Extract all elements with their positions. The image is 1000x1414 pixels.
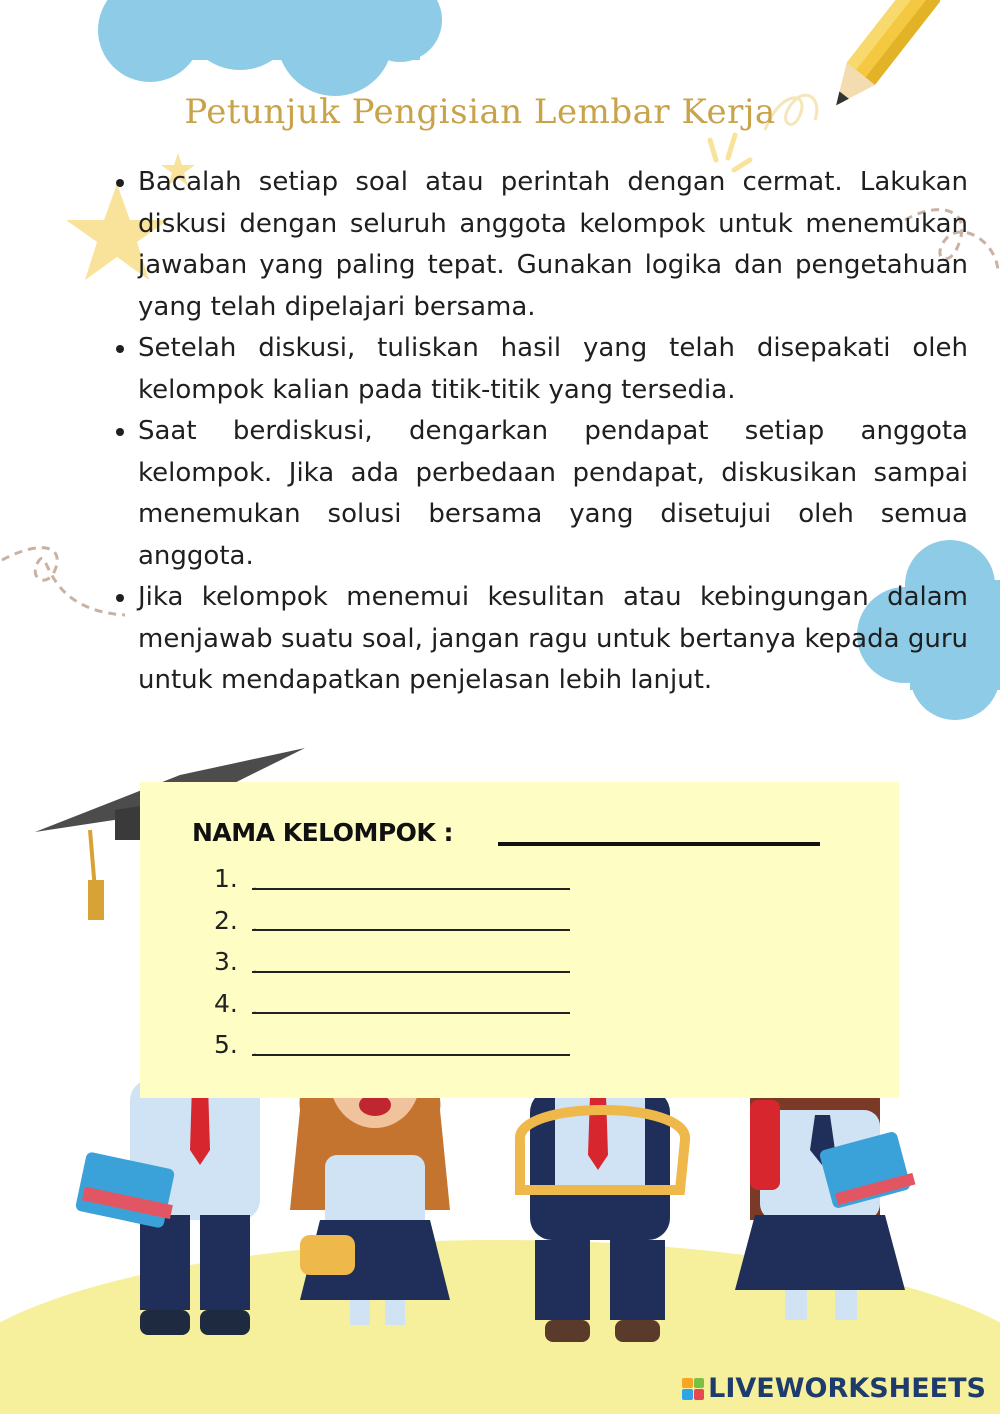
liveworksheets-logo	[682, 1373, 986, 1404]
brand-name: LIVEWORKSHEETS	[708, 1373, 986, 1404]
member-row-5	[214, 1024, 570, 1066]
instruction-item: • Setelah diskusi, tuliskan hasil yang telah disepakati oleh kelompok kalian pada titik-titik yang tersedia.	[138, 328, 968, 411]
instruction-item: • Jika kelompok menemui kesulitan atau kebingungan dalam menjawab suatu soal, jangan ragu untuk bertanya kepada guru untuk mendapatkan penjelasan lebih lanjut.	[138, 577, 968, 702]
member-dot: .	[252, 915, 258, 937]
member-number: 3.	[214, 947, 238, 977]
member-dot: .	[252, 998, 258, 1020]
member-number: 5.	[214, 1030, 238, 1060]
member-dot: .	[252, 873, 258, 895]
member-number: 1.	[214, 864, 238, 894]
student-girl-right	[735, 1070, 915, 1320]
group-name-label: NAMA KELOMPOK :	[192, 818, 453, 847]
member-list	[214, 858, 570, 1066]
member-row-3	[214, 941, 570, 983]
instruction-item: • Bacalah setiap soal atau perintah dengan cermat. Lakukan diskusi dengan seluruh anggota kelompok untuk menemukan jawaban yang paling tepat. Gunakan logika dan pengetahuan yang telah dipelajari bersama.	[138, 162, 968, 328]
member-row-1	[214, 858, 570, 900]
instruction-list	[108, 162, 968, 702]
member-input-line[interactable]	[252, 909, 570, 937]
member-row-4	[214, 983, 570, 1025]
member-dot: .	[252, 956, 258, 978]
student-boy-right	[520, 1090, 685, 1342]
member-row-2	[214, 900, 570, 942]
group-card	[140, 782, 899, 1098]
member-number: 2.	[214, 905, 238, 935]
member-input-line[interactable]	[252, 992, 570, 1020]
member-input-line[interactable]	[252, 951, 570, 978]
instruction-item: • Saat berdiskusi, dengarkan pendapat setiap anggota kelompok. Jika ada perbedaan pendapat, diskusikan sampai menemukan solusi bersama yang disetujui oleh semua anggota.	[138, 411, 968, 577]
member-dot: .	[252, 1039, 258, 1061]
liveworksheets-badge-icon	[682, 1378, 704, 1400]
member-input-line[interactable]	[252, 868, 570, 895]
member-input-line[interactable]	[252, 1034, 570, 1061]
member-number: 4.	[214, 988, 238, 1018]
group-name-input-line[interactable]	[498, 842, 820, 846]
page-title: Petunjuk Pengisian Lembar Kerja	[184, 92, 776, 132]
